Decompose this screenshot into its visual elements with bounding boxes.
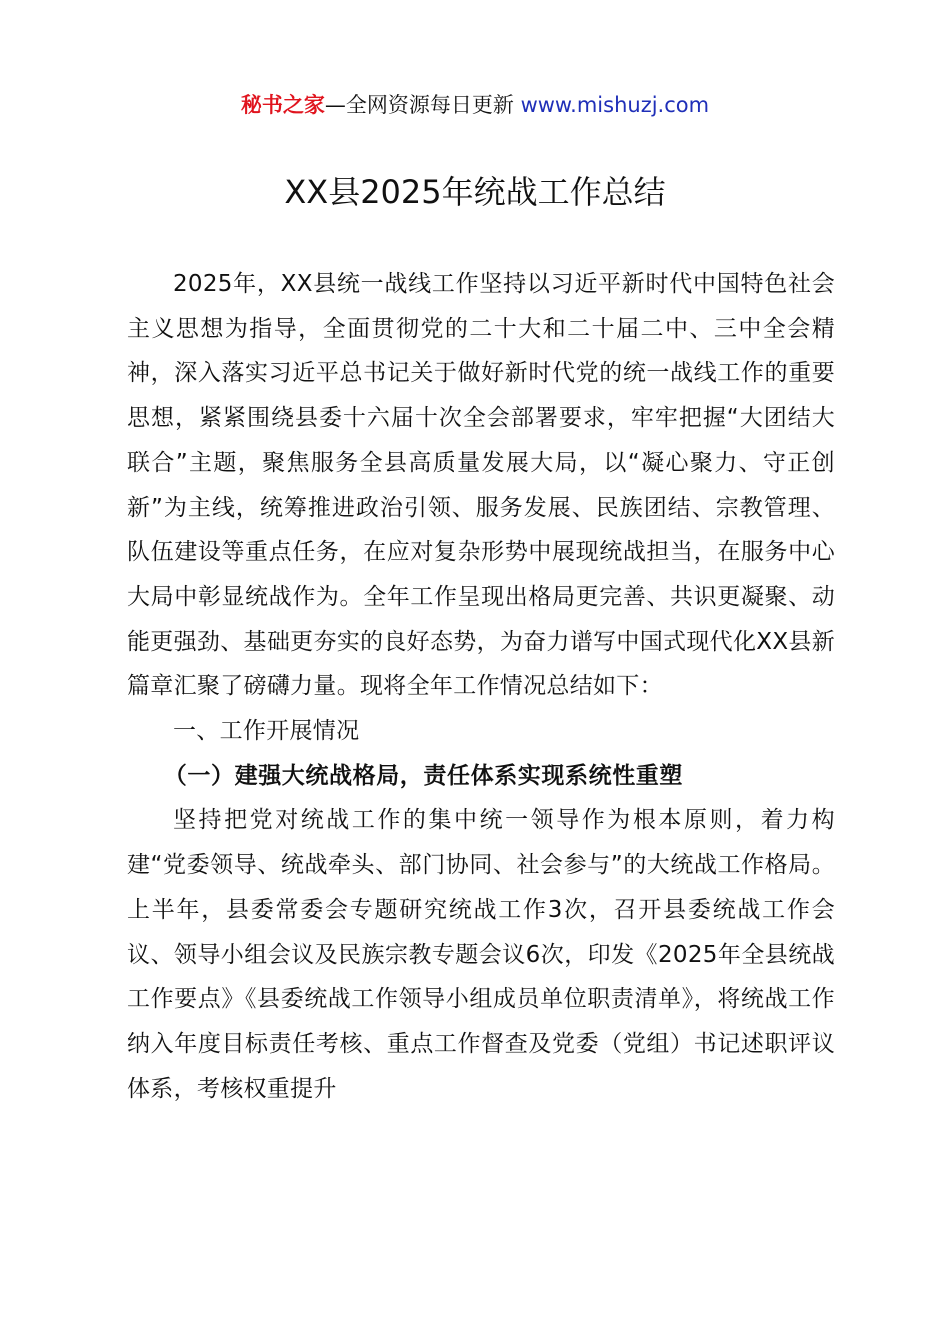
site-header xyxy=(0,88,950,122)
subsection-heading: （一）建强大统战格局，责任体系实现系统性重塑 xyxy=(163,762,683,789)
site-brand: 秘书之家 xyxy=(240,93,325,117)
site-url-link[interactable]: www.mishuzj.com xyxy=(520,93,710,117)
section-heading: 一、工作开展情况 xyxy=(173,718,360,745)
document-title: XX县2025年统战工作总结 xyxy=(284,173,666,211)
intro-paragraph: 2025年，XX县统一战线工作坚持以习近平新时代中国特色社会主义思想为指导，全面贯彻党的二十大和二十届二中、三中全会精神，深入落实习近平总书记关于做好新时代党的统一战线工作的重要思想，紧紧围绕县委十六届十次全会部署要求，牢牢把握“大团结大联合”主题，聚焦服务全县高质量发展大局，以“凝心聚力、守正创新”为主线，统筹推进政治引领、服务发展、民族团结、宗教管理、队伍建设等重点任务，在应对复杂形势中展现统战担当，在服务中心大局中彰显统战作为。全年工作呈现出格局更完善、共识更凝聚、动能更强劲、基础更夯实的良好态势，为奋力谱写中国式现代化XX县新篇章汇聚了磅礴力量。现将全年工作情况总结如下： xyxy=(127,271,835,700)
site-slogan: —全网资源每日更新 xyxy=(324,93,514,117)
document-body xyxy=(127,262,835,1111)
subsection-paragraph: 坚持把党对统战工作的集中统一领导作为根本原则，着力构建“党委领导、统战牵头、部门协同、社会参与”的大统战工作格局。上半年，县委常委会专题研究统战工作3次，召开县委统战工作会议、领导小组会议及民族宗教专题会议6次，印发《2025年全县统战工作要点》《县委统战工作领导小组成员单位职责清单》，将统战工作纳入年度目标责任考核、重点工作督查及党委（党组）书记述职评议体系，考核权重提升 xyxy=(127,807,835,1102)
